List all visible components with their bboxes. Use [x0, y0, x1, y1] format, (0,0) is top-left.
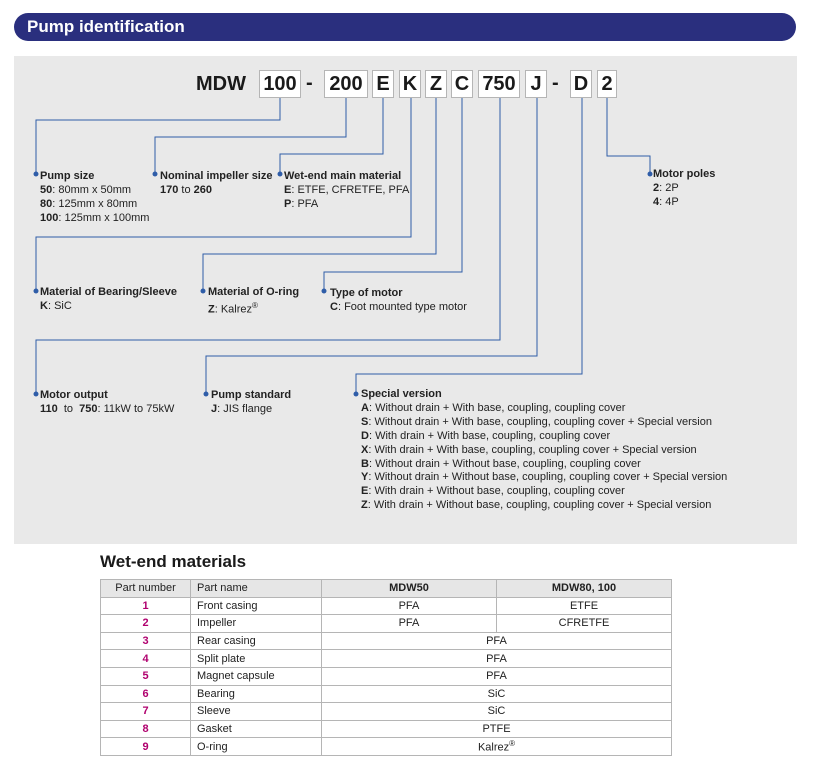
option-text: : 125mm x 80mm — [52, 198, 138, 210]
option-key: 80 — [40, 198, 53, 210]
option-key: 110 — [40, 403, 58, 415]
block-title: Wet-end main material — [284, 170, 402, 182]
code-box-wet-end: E — [372, 70, 394, 98]
option-text: : With drain + Without base, coupling, coupling cover + Special version — [367, 499, 712, 512]
option-key: X — [361, 443, 369, 456]
option-key: 100 — [40, 212, 59, 224]
option-key: 170 — [160, 184, 179, 196]
option-text: to — [57, 403, 80, 415]
option-text: : Without drain + With base, coupling, coupling cover + Special version — [368, 415, 712, 428]
table-row — [101, 667, 672, 685]
table-row — [101, 685, 672, 703]
table-row — [101, 632, 672, 650]
header-mdw80-100: MDW80, 100 — [497, 580, 672, 598]
block-motor-type — [330, 286, 467, 314]
block-title: Material of O-ring — [208, 286, 300, 298]
block-impeller — [160, 169, 272, 197]
code-dash: - — [306, 72, 313, 94]
option-text: : Kalrez — [214, 303, 253, 316]
option-key: Z — [208, 303, 215, 316]
material-both: SiC — [322, 685, 672, 703]
option-text: : 2P — [659, 182, 679, 194]
option-key: B — [361, 457, 369, 470]
block-title: Pump size — [40, 170, 95, 182]
option-text: : 11kW to 75kW — [97, 403, 175, 415]
material-mdw50: PFA — [322, 615, 497, 633]
option-text: : With drain + With base, coupling, coupling cover — [368, 429, 611, 442]
material-both — [322, 738, 672, 756]
block-oring — [208, 285, 299, 317]
table-row — [101, 615, 672, 633]
option-text: : Without drain + Without base, coupling, coupling cover + Special version — [368, 471, 728, 484]
block-bearing — [40, 285, 177, 313]
code-box-motor-type: C — [451, 70, 473, 98]
block-special-version — [361, 388, 727, 513]
part-number: 1 — [101, 597, 191, 615]
header-part-name: Part name — [191, 580, 322, 598]
option-text: : 4P — [659, 196, 679, 208]
option-key: 2 — [653, 182, 660, 194]
connector-output — [36, 98, 500, 392]
part-name: Impeller — [191, 615, 322, 633]
option-key: 260 — [193, 184, 213, 196]
material-both: PFA — [322, 650, 672, 668]
material-mdw50: PFA — [322, 597, 497, 615]
header-part-number: Part number — [101, 580, 191, 598]
wet-end-materials-table — [100, 579, 672, 756]
option-key: E — [284, 184, 292, 196]
part-number: 2 — [101, 615, 191, 633]
option-key: 50 — [40, 184, 53, 196]
option-text: : Foot mounted type motor — [337, 301, 467, 313]
part-number: 8 — [101, 720, 191, 738]
option-key: D — [361, 429, 369, 442]
connector-special — [356, 98, 582, 392]
registered-mark: ® — [509, 739, 516, 749]
option-text: : Without drain + Without base, coupling, coupling cover — [368, 457, 641, 470]
part-name: Front casing — [191, 597, 322, 615]
part-number: 3 — [101, 632, 191, 650]
material-value: Kalrez — [477, 741, 510, 754]
registered-mark: ® — [252, 301, 258, 310]
block-title: Pump standard — [211, 389, 292, 401]
part-name: Rear casing — [191, 632, 322, 650]
material-both: SiC — [322, 703, 672, 721]
code-box-standard: J — [525, 70, 547, 98]
connector-poles — [607, 98, 650, 172]
code-box-impeller: 200 — [324, 70, 368, 98]
option-text: : 125mm x 100mm — [58, 212, 150, 224]
block-title: Motor output — [40, 389, 108, 401]
header-mdw50: MDW50 — [322, 580, 497, 598]
option-text: : 80mm x 50mm — [52, 184, 132, 196]
part-name: Magnet capsule — [191, 667, 322, 685]
option-key: Z — [361, 499, 368, 512]
code-box-poles: 2 — [597, 70, 617, 98]
material-both: PFA — [322, 632, 672, 650]
block-title: Special version — [361, 388, 442, 400]
option-text: : PFA — [291, 198, 319, 210]
material-mdw80: ETFE — [497, 597, 672, 615]
connector-wet-end — [280, 98, 383, 172]
connector-standard — [206, 98, 537, 392]
wet-end-materials-title: Wet-end materials — [100, 552, 247, 571]
table-row — [101, 597, 672, 615]
option-key: J — [211, 403, 218, 415]
code-box-size: 100 — [259, 70, 301, 98]
part-name: Bearing — [191, 685, 322, 703]
option-key: A — [361, 401, 369, 414]
table-row — [101, 650, 672, 668]
code-dash-2: - — [552, 72, 559, 94]
block-pump-standard — [211, 388, 291, 416]
connector-impeller — [155, 98, 346, 172]
part-number: 6 — [101, 685, 191, 703]
code-box-output: 750 — [478, 70, 520, 98]
option-key: Y — [361, 471, 369, 484]
block-motor-output — [40, 388, 174, 416]
connector-size — [36, 98, 280, 172]
option-text: : With drain + Without base, coupling, coupling cover — [368, 485, 625, 498]
model-prefix: MDW — [196, 73, 246, 95]
part-number: 9 — [101, 738, 191, 756]
block-title: Motor poles — [653, 168, 716, 180]
block-title: Type of motor — [330, 287, 403, 299]
option-key: E — [361, 485, 369, 498]
option-key: 4 — [653, 196, 660, 208]
table-row — [101, 703, 672, 721]
section-title: Pump identification — [27, 17, 185, 36]
option-key: P — [284, 198, 292, 210]
option-text: : SiC — [47, 300, 72, 312]
option-key: K — [40, 300, 48, 312]
material-mdw80: CFRETFE — [497, 615, 672, 633]
option-key: C — [330, 301, 338, 313]
table-row — [101, 738, 672, 756]
part-name: Split plate — [191, 650, 322, 668]
part-number: 4 — [101, 650, 191, 668]
part-name: Gasket — [191, 720, 322, 738]
block-wet-end — [284, 169, 409, 211]
block-pump-size — [40, 169, 149, 225]
option-text: : ETFE, CFRETFE, PFA — [291, 184, 410, 196]
option-text: to — [178, 184, 194, 196]
block-title: Material of Bearing/Sleeve — [40, 286, 177, 298]
option-key: S — [361, 415, 369, 428]
part-name: Sleeve — [191, 703, 322, 721]
code-box-special: D — [570, 70, 592, 98]
code-box-oring: Z — [425, 70, 447, 98]
table-header-row — [101, 580, 672, 598]
material-both: PFA — [322, 667, 672, 685]
option-text: : With drain + With base, coupling, coupling cover + Special version — [368, 443, 697, 456]
block-motor-poles — [653, 167, 715, 209]
option-text: : JIS flange — [217, 403, 273, 415]
code-box-bearing: K — [399, 70, 421, 98]
material-both: PTFE — [322, 720, 672, 738]
table-row — [101, 720, 672, 738]
option-key: 750 — [79, 403, 98, 415]
part-number: 7 — [101, 703, 191, 721]
part-name: O-ring — [191, 738, 322, 756]
option-text: : Without drain + With base, coupling, coupling cover — [368, 401, 626, 414]
block-title: Nominal impeller size — [160, 170, 273, 182]
part-number: 5 — [101, 667, 191, 685]
